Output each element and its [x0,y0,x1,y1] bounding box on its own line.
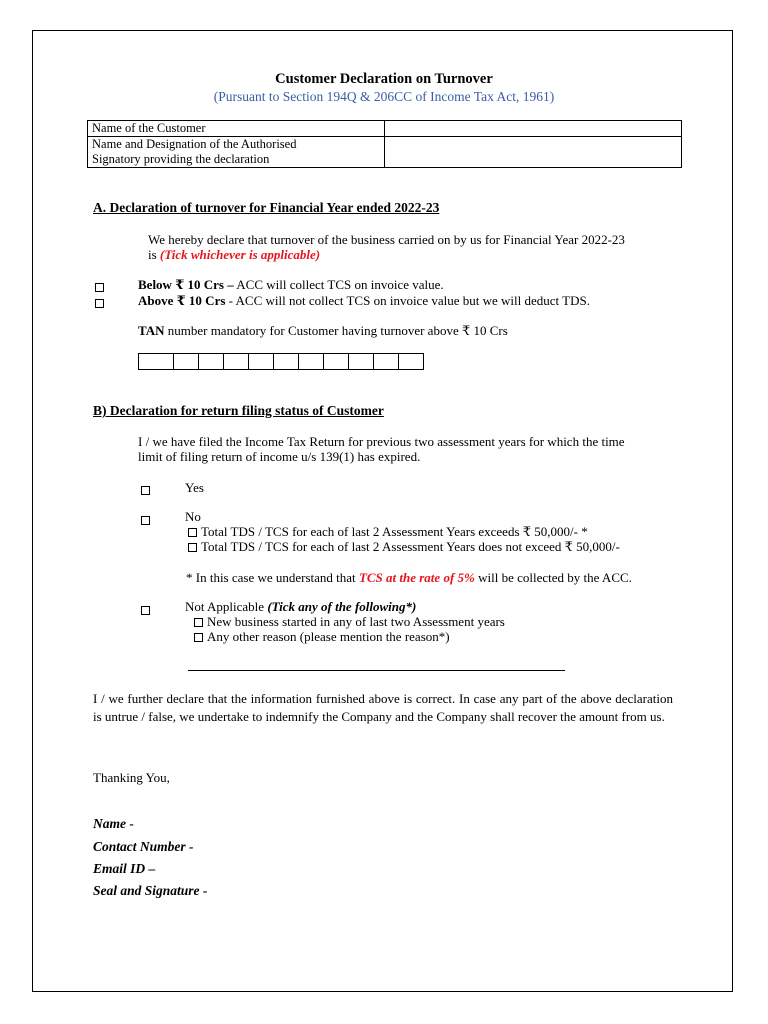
tcs-note-suffix: will be collected by the ACC. [478,570,632,585]
na-option-new-business-text: New business started in any of last two Assessment years [207,614,505,629]
signatory-label [88,137,385,168]
no-label: No [185,509,201,524]
customer-name-label: Name of the Customer [88,121,385,137]
not-applicable-checkbox[interactable] [141,601,150,616]
intro-is: is [148,247,157,262]
tan-cell[interactable] [223,353,249,370]
tan-cell[interactable] [173,353,199,370]
table-row [88,121,682,137]
tan-number-input[interactable] [138,353,424,370]
no-option-not-exceed-text: Total TDS / TCS for each of last 2 Assessment Years does not exceed ₹ 50,000/- [201,539,620,554]
signatory-field[interactable] [385,137,682,168]
tan-text: number mandatory for Customer having turnover above ₹ 10 Crs [167,323,508,338]
section-a-intro-line2 [148,247,320,262]
tcs-note [186,570,632,585]
tan-cell[interactable] [348,353,374,370]
signatory-label-line1: Name and Designation of the Authorised [92,137,297,151]
checkbox[interactable] [194,633,203,642]
tan-cell[interactable] [248,353,274,370]
tan-cell[interactable] [198,353,224,370]
tcs-note-prefix: * In this case we understand that [186,570,356,585]
not-applicable-option [185,599,416,614]
tick-instruction: (Tick whichever is applicable) [159,247,321,262]
email-label: Email ID – [93,861,156,876]
tan-note [138,323,508,338]
section-b-intro-line2: limit of filing return of income u/s 139(1) has expired. [138,449,421,464]
tan-bold: TAN [138,323,165,338]
table-row [88,137,682,168]
page-subtitle: (Pursuant to Section 194Q & 206CC of Income Tax Act, 1961) [213,89,555,104]
yes-checkbox[interactable] [141,481,150,496]
above-10cr-bold: Above ₹ 10 Crs [138,293,226,308]
na-option-other-reason-text: Any other reason (please mention the reason*) [207,629,450,644]
tan-cell[interactable] [373,353,399,370]
no-option-not-exceed[interactable] [188,539,620,554]
checkbox[interactable] [194,618,203,627]
na-option-other-reason[interactable] [194,629,450,644]
below-10cr-option [138,277,444,292]
section-a-heading: A. Declaration of turnover for Financial Year ended 2022-23 [93,200,440,215]
below-10cr-bold: Below ₹ 10 Crs – [138,277,234,292]
page-title: Customer Declaration on Turnover [275,71,493,87]
tan-cell[interactable] [138,353,174,370]
above-10cr-checkbox[interactable] [95,294,104,309]
na-option-new-business[interactable] [194,614,505,629]
no-option-exceeds[interactable] [188,524,588,539]
section-b-heading: B) Declaration for return filing status of Customer [93,403,384,418]
tan-cell[interactable] [298,353,324,370]
declaration-paragraph: I / we further declare that the information furnished above is correct. In case any part of the above declaration is untrue / false, we undertake to indemnify the Company and the Company shall recover the amount from us. [93,691,673,724]
contact-label: Contact Number - [93,839,194,854]
tan-cell[interactable] [398,353,424,370]
not-applicable-label: Not Applicable [185,599,265,614]
customer-info-table [87,120,682,168]
signatory-label-line2: Signatory providing the declaration [92,152,270,166]
section-a-intro: We hereby declare that turnover of the business carried on by us for Financial Year 2022-23 [148,232,625,247]
checkbox[interactable] [188,528,197,537]
not-applicable-hint: (Tick any of the following*) [267,599,417,614]
below-10cr-checkbox[interactable] [95,278,104,293]
above-10cr-option [138,293,590,308]
yes-label: Yes [185,480,204,495]
seal-signature-label: Seal and Signature - [93,883,208,898]
section-b-intro-line1: I / we have filed the Income Tax Return for previous two assessment years for which the time [138,434,625,449]
above-10cr-text: - ACC will not collect TCS on invoice value but we will deduct TDS. [228,293,590,308]
reason-line[interactable] [188,670,565,671]
tan-cell[interactable] [323,353,349,370]
checkbox[interactable] [188,543,197,552]
customer-name-field[interactable] [385,121,682,137]
below-10cr-text: ACC will collect TCS on invoice value. [236,277,444,292]
no-checkbox[interactable] [141,511,150,526]
name-label: Name - [93,816,134,831]
tan-cell[interactable] [273,353,299,370]
tcs-rate: TCS at the rate of 5% [358,570,475,585]
thanks-text: Thanking You, [93,770,170,785]
no-option-exceeds-text: Total TDS / TCS for each of last 2 Assessment Years exceeds ₹ 50,000/- * [201,524,588,539]
